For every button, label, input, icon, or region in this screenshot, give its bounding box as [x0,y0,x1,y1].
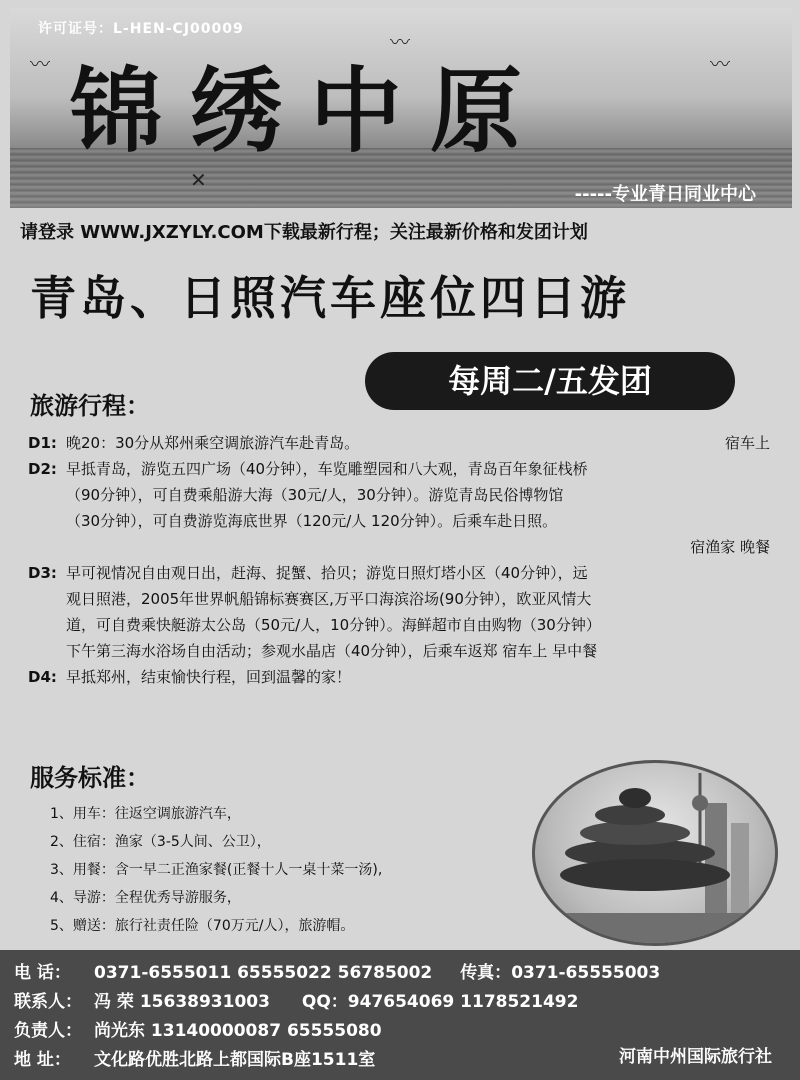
fax-number: 0371-65555003 [511,963,661,983]
service-item: 3、用餐：含一早二正渔家餐(正餐十人一桌十菜一汤), [50,862,383,878]
address-row [14,1045,375,1070]
seagull-icon: ✕ [190,168,207,192]
itinerary-day [28,430,778,456]
service-item: 5、赠送：旅行社责任险（70万元/人），旅游帽。 [50,918,355,934]
header-banner [10,8,792,208]
day-text-line: 道，可自费乘快艇游太公岛（50元/人，10分钟）。海鲜超市自由购物（30分钟） [66,616,601,634]
day-text: 早可视情况自由观日出，赶海、捉蟹、拾贝；游览日照灯塔小区（40分钟），远 [66,564,588,582]
sculpture-icon [535,763,775,943]
company-name: 河南中州国际旅行社 [619,1047,772,1067]
day-text-line: （30分钟），可自费游览海底世界（120元/人 120分钟）。后乘车赴日照。 [66,512,558,530]
license-number: 许可证号：L-HEN-CJ00009 [38,21,244,37]
itinerary-day [28,456,778,482]
day-text-line: （90分钟），可自费乘船游大海（30元/人，30分钟）。游览青岛民俗博物馆 [66,486,564,504]
services-list [50,800,382,940]
address-label: 地 址： [14,1050,71,1070]
day-text: 晚20：30分从郑州乘空调旅游汽车赴青岛。 [66,434,360,452]
qq-label: QQ： [301,992,348,1012]
tour-title: 青岛、日照汽车座位四日游 [30,271,630,325]
brand-tagline: -----专业青日同业中心 [574,184,756,205]
website-notice: 请登录 WWW.JXZYLY.COM下载最新行程；关注最新价格和发团计划 [20,222,588,243]
brand-title: 锦绣中原 [70,57,551,165]
day-text: 早抵青岛，游览五四广场（40分钟），车览雕塑园和八大观，青岛百年象征栈桥 [66,460,588,478]
address-text: 文化路优胜北路上都国际B座1511室 [94,1050,376,1070]
contact-label: 联系人： [14,992,82,1012]
day-note: 宿车上 [724,434,770,452]
day-label: D2: [28,460,57,478]
itinerary-list [28,430,778,690]
seagull-icon: 〰 [390,30,410,54]
services-heading: 服务标准： [30,764,150,792]
may-fourth-sculpture-image [532,760,778,946]
manager-label: 负责人： [14,1021,82,1041]
day-label: D3: [28,564,57,582]
phone-numbers: 0371-6555011 65555022 56785002 [94,963,433,983]
service-item: 4、导游：全程优秀导游服务， [50,890,241,906]
itinerary-day [28,664,778,690]
seagull-icon: 〰 [30,52,50,76]
departure-badge: 每周二/五发团 [365,352,735,410]
manager-row [14,1016,382,1041]
day-text-line: 下午第三海水浴场自由活动；参观水晶店（40分钟），后乘车返郑 宿车上 早中餐 [66,642,598,660]
day-text-line: 观日照港，2005年世界帆船锦标赛赛区,万平口海滨浴场(90分钟），欧亚风情大 [66,590,592,608]
day-note: 宿渔家 晚餐 [690,538,770,556]
itinerary-day [28,560,778,586]
qq-numbers: 947654069 1178521492 [347,992,579,1012]
manager-info: 尚光东 13140000087 65555080 [94,1021,382,1041]
contact-row [14,987,578,1012]
day-text: 早抵郑州，结束愉快行程，回到温馨的家！ [66,668,352,686]
day-label: D1: [28,434,57,452]
seagull-icon: 〰 [710,52,730,76]
phone-label: 电 话： [14,963,71,983]
day-label: D4: [28,668,57,686]
service-item: 1、用车：往返空调旅游汽车， [50,806,241,822]
contact-person: 冯 荣 15638931003 [94,992,270,1012]
contact-footer [0,950,800,1080]
itinerary-heading: 旅游行程： [30,392,150,420]
service-item: 2、住宿：渔家（3-5人间、公卫）， [50,834,271,850]
fax-label: 传真： [460,963,512,983]
phone-row [14,958,660,983]
